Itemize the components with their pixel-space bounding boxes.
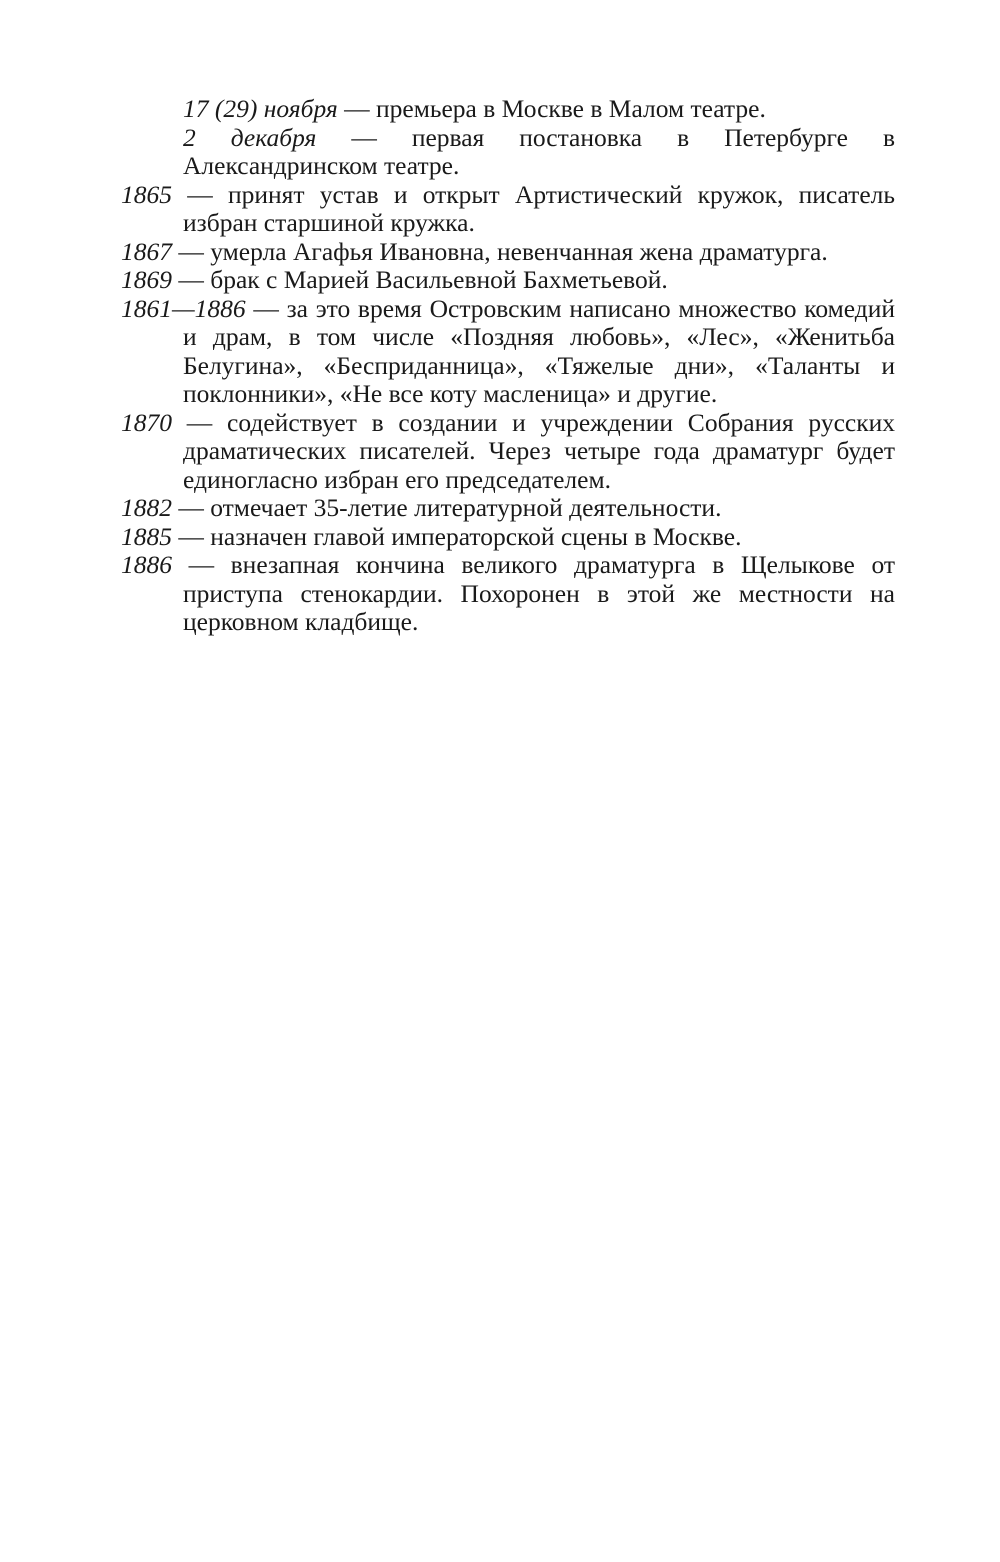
- entry-text: — брак с Марией Васильевной Бахметьевой.: [172, 265, 668, 294]
- entry-date: 1886: [121, 550, 172, 579]
- chronology-entry: [121, 266, 895, 295]
- entry-text: — премьера в Москве в Малом театре.: [337, 94, 766, 123]
- entry-text: — отмечает 35-летие литературной деятельности.: [172, 493, 722, 522]
- entry-text: — внезапная кончина великого драматурга в Щелыкове от приступа стенокардии. Похоронен в этой же местности на церковном кладбище.: [172, 550, 895, 636]
- chronology-entry: [121, 238, 895, 267]
- entry-text: — за это время Островским написано множество комедий и драм, в том числе «Поздняя любовь», «Лес», «Женитьба Белугина», «Бесприданница», «Тяжелые дни», «Таланты и поклонники», «Не все коту масленица» и другие.: [183, 293, 895, 408]
- entry-date: 1869: [121, 265, 172, 294]
- entry-text: — содействует в создании и учреждении Собрания русских драматических писателей. Через четыре года драматург будет единогласно избран его председателем.: [172, 407, 895, 494]
- entry-date: 1870: [121, 407, 172, 437]
- entry-text: — умерла Агафья Ивановна, невенчанная жена драматурга.: [172, 236, 828, 266]
- entry-text: — назначен главой императорской сцены в Москве.: [172, 521, 742, 551]
- chronology-entry: [121, 295, 895, 409]
- entry-date: 2 декабря: [183, 122, 317, 152]
- entry-text: — принят устав и открыт Артистический кружок, писатель избран старшиной кружка.: [172, 179, 895, 237]
- chronology-entry: [121, 551, 895, 637]
- chronology-entry: [121, 494, 895, 523]
- chronology-entry: [121, 523, 895, 552]
- chronology-entry: [121, 409, 895, 495]
- chronology-entry: [121, 124, 895, 181]
- chronology-entry: [121, 95, 895, 124]
- entry-date: 1867: [121, 236, 172, 266]
- chronology-text: [121, 95, 895, 637]
- entry-date: 17 (29) ноября: [183, 94, 338, 123]
- entry-text: — первая постановка в Петербурге в Александринском театре.: [183, 122, 895, 180]
- chronology-entry: [121, 181, 895, 238]
- entry-date: 1885: [121, 521, 172, 551]
- entry-date: 1865: [121, 179, 172, 209]
- entry-date: 1861—1886: [121, 293, 246, 323]
- entry-date: 1882: [121, 493, 172, 522]
